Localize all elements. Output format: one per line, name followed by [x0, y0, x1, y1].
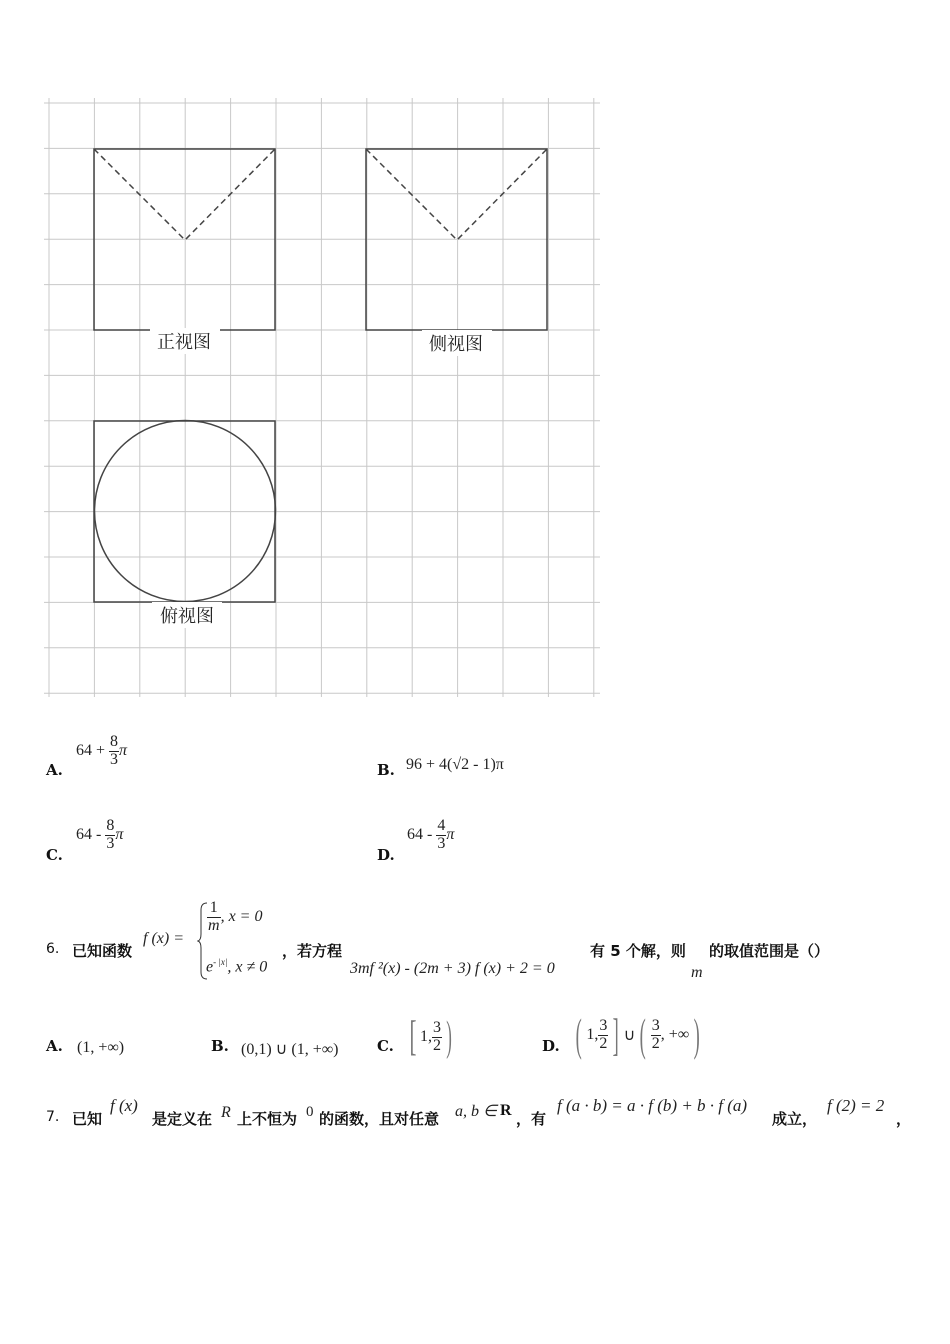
expr-part: 64 + — [76, 741, 106, 759]
q5-option-b[interactable] — [377, 760, 395, 779]
top-view-label: 俯视图 — [160, 606, 214, 627]
left-paren: ( — [639, 1009, 647, 1060]
q6-equation: 3mf ²(x) - (2m + 3) f (x) + 2 = 0 — [350, 960, 555, 977]
q6-number: 6. — [46, 941, 60, 957]
q6-var-m: m — [691, 964, 703, 981]
q7-t6: 成立， — [772, 1110, 818, 1128]
left-bracket: [ — [409, 1014, 417, 1060]
fraction: $\frac{3}{2}$ — [651, 1016, 660, 1052]
expr-part: 64 - — [407, 825, 433, 843]
q7-t5: ，有 — [516, 1110, 547, 1128]
front-view-dashed-v — [94, 149, 275, 240]
fraction: $\frac{8}{3}$ — [110, 733, 119, 768]
right-bracket: ] — [612, 1009, 620, 1060]
side-view-dashed-v — [366, 149, 547, 240]
grid-background — [44, 98, 600, 697]
q6-option-a[interactable]: A. — [46, 1037, 63, 1055]
exponent: - |x| — [213, 957, 228, 967]
q6-tail2: 的取值范围是（） — [709, 942, 830, 960]
q6-intro: 已知函数 — [72, 942, 133, 960]
q7-bold-R: R — [500, 1102, 512, 1119]
q7-f2: f (2) = 2 — [827, 1096, 885, 1115]
q6-option-d-expr: ( 1, $\frac{3}{2}$ ] ∪ ( $\frac{3}{2}$ , +∞ ) — [575, 1009, 700, 1060]
q5-option-c-expr — [76, 818, 123, 853]
q7-t4: 的函数，且对任意 — [319, 1110, 440, 1128]
pi-symbol: π — [119, 741, 128, 759]
q5-option-d[interactable] — [377, 845, 395, 864]
fraction: $\frac{3}{2}$ — [599, 1016, 608, 1052]
q6-option-b-expr: (0,1) ∪ (1, +∞) — [241, 1041, 339, 1058]
q5-option-b-expr: 96 + 4(√2 - 1)π — [406, 756, 504, 773]
front-view-label: 正视图 — [157, 332, 211, 353]
right-paren: ) — [693, 1009, 700, 1060]
q7-zero: 0 — [306, 1104, 314, 1120]
q6-option-d[interactable]: D. — [542, 1037, 560, 1055]
q6-case1 — [207, 900, 262, 935]
q6-option-c-expr: [ 1, $\frac{3}{2}$ ) — [409, 1014, 452, 1060]
fraction: $\frac{1}{m}$ — [208, 899, 220, 934]
pi-symbol: π — [115, 825, 124, 843]
q7-R: R — [221, 1104, 231, 1121]
q5-option-a[interactable] — [46, 760, 63, 779]
q5-option-a-expr — [76, 734, 127, 769]
q7-number: 7. — [46, 1109, 60, 1125]
case2-condition: , x ≠ 0 — [227, 958, 268, 976]
case1-condition: , x = 0 — [220, 907, 263, 925]
fraction: $\frac{4}{3}$ — [437, 817, 446, 852]
option-label: B. — [377, 761, 395, 779]
q7-t3: 上不恒为 — [237, 1110, 298, 1128]
option-label: D. — [377, 846, 395, 864]
q7-ab: a, b ∈ — [455, 1103, 497, 1120]
q7-t1: 已知 — [72, 1110, 103, 1128]
fraction: $\frac{8}{3}$ — [106, 817, 115, 852]
three-view-figure — [0, 0, 620, 710]
q5-option-d-expr — [407, 818, 454, 853]
q7-t7: ， — [896, 1110, 912, 1128]
option-label: A. — [46, 761, 63, 779]
q6-option-c[interactable]: C. — [377, 1037, 394, 1055]
q6-option-b[interactable]: B. — [211, 1037, 229, 1055]
q6-tail: 有 5 个解，则 — [590, 942, 686, 960]
fraction: $\frac{3}{2}$ — [433, 1018, 441, 1054]
q7-fx: f (x) — [110, 1096, 138, 1115]
pi-symbol: π — [446, 825, 455, 843]
q6-mid: ，若方程 — [282, 942, 343, 960]
option-label: C. — [46, 846, 63, 864]
q5-option-c[interactable] — [46, 845, 63, 864]
side-view-label: 侧视图 — [429, 334, 483, 355]
union-symbol: ∪ — [623, 1027, 636, 1044]
right-paren: ) — [446, 1014, 452, 1060]
expr-part: 64 - — [76, 825, 102, 843]
q6-case2: $e^{- |x|}$, x ≠ 0 — [206, 957, 268, 976]
q6-fx: f (x) = — [143, 930, 184, 947]
q6-option-a-expr: (1, +∞) — [77, 1039, 125, 1056]
q7-t2: 是定义在 — [152, 1110, 213, 1128]
left-paren: ( — [575, 1009, 582, 1060]
q7-equation: f (a · b) = a · f (b) + b · f (a) — [557, 1096, 748, 1115]
